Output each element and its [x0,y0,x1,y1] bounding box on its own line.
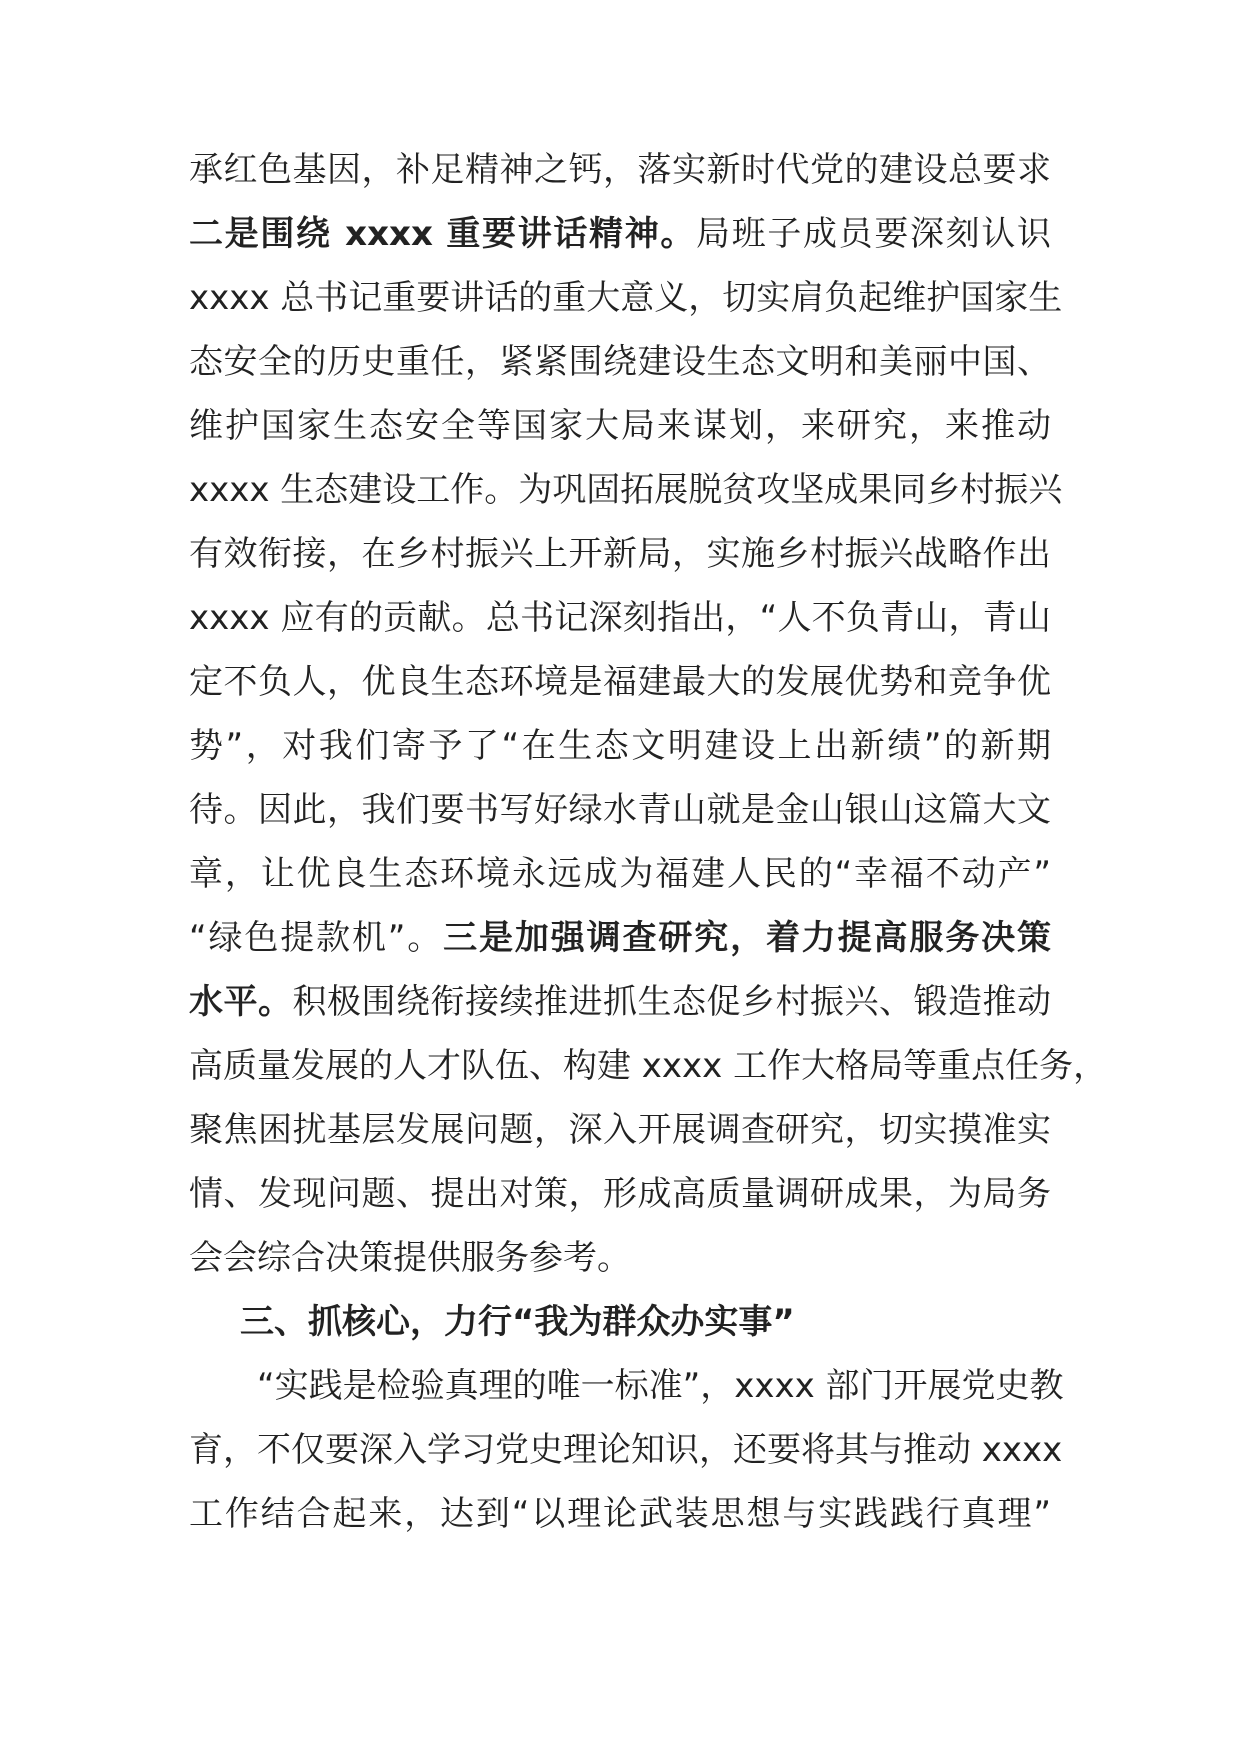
line-text: 局班子成员要深刻认识 [696,214,1052,254]
line-text: 高质量发展的人才队伍、构建 xxxx 工作大格局等重点任务， [189,1046,1108,1086]
line-text: 积极围绕衔接续推进抓生态促乡村振兴、锻造推动 [292,982,1051,1022]
line-text: “实践是检验真理的唯一标准”，xxxx 部门开展党史教 [257,1366,1064,1406]
line-text: 维护国家生态安全等国家大局来谋划，来研究，来推动 [189,406,1051,446]
point-three-heading: 三是加强调查研究，着力提高服务决策 [443,918,1051,958]
paragraph-line [189,335,1051,389]
line-text: 势”，对我们寄予了“在生态文明建设上出新绩”的新期 [189,726,1051,766]
paragraph-line [189,143,1051,197]
point-two-heading: 二是围绕 xxxx 重要讲话精神。 [189,214,697,254]
paragraph-line [189,1167,1051,1221]
line-text: 工作结合起来，达到“以理论武装思想与实践践行真理” [189,1494,1051,1534]
paragraph-line [189,847,1051,901]
paragraph-line [189,1103,1051,1157]
paragraph-line [189,399,1051,453]
paragraph-line [189,1039,1108,1093]
line-text: 育，不仅要深入学习党史理论知识，还要将其与推动 xxxx [189,1430,1063,1470]
paragraph-line [189,527,1051,581]
paragraph-line [189,783,1051,837]
paragraph-line [189,975,1051,1029]
paragraph-line [189,719,1051,773]
line-text: 定不负人，优良生态环境是福建最大的发展优势和竞争优 [189,662,1051,702]
paragraph-line [189,591,1051,645]
line-text: “绿色提款机”。 [189,918,444,958]
line-text: 章，让优良生态环境永远成为福建人民的“幸福不动产” [189,854,1051,894]
line-text: 待。因此，我们要书写好绿水青山就是金山银山这篇大文 [189,790,1051,830]
line-text: xxxx 总书记重要讲话的重大意义，切实肩负起维护国家生 [189,278,1063,318]
paragraph-line [257,1359,1064,1413]
paragraph-line [189,463,1063,517]
line-text: 承红色基因，补足精神之钙，落实新时代党的建设总要求 [189,150,1051,190]
paragraph-line [189,911,1051,965]
section-heading-text: 三、抓核心，力行“我为群众办实事” [240,1302,795,1342]
paragraph-line [189,271,1063,325]
line-text: 会会综合决策提供服务参考。 [189,1238,631,1278]
line-text: 聚焦困扰基层发展问题，深入开展调查研究，切实摸准实 [189,1110,1051,1150]
paragraph-line [189,655,1051,709]
line-text: 有效衔接，在乡村振兴上开新局，实施乡村振兴战略作出 [189,534,1051,574]
section-heading [240,1295,1051,1349]
paragraph-line [189,1423,1063,1477]
paragraph-line [189,1231,1051,1285]
paragraph-line [189,207,1051,261]
line-text: 态安全的历史重任，紧紧围绕建设生态文明和美丽中国、 [189,342,1051,382]
line-text: xxxx 生态建设工作。为巩固拓展脱贫攻坚成果同乡村振兴 [189,470,1063,510]
line-text: xxxx 应有的贡献。总书记深刻指出，“人不负青山，青山 [189,598,1051,638]
point-three-heading-end: 水平。 [189,982,293,1022]
line-text: 情、发现问题、提出对策，形成高质量调研成果，为局务 [189,1174,1051,1214]
paragraph-line [189,1487,1051,1541]
